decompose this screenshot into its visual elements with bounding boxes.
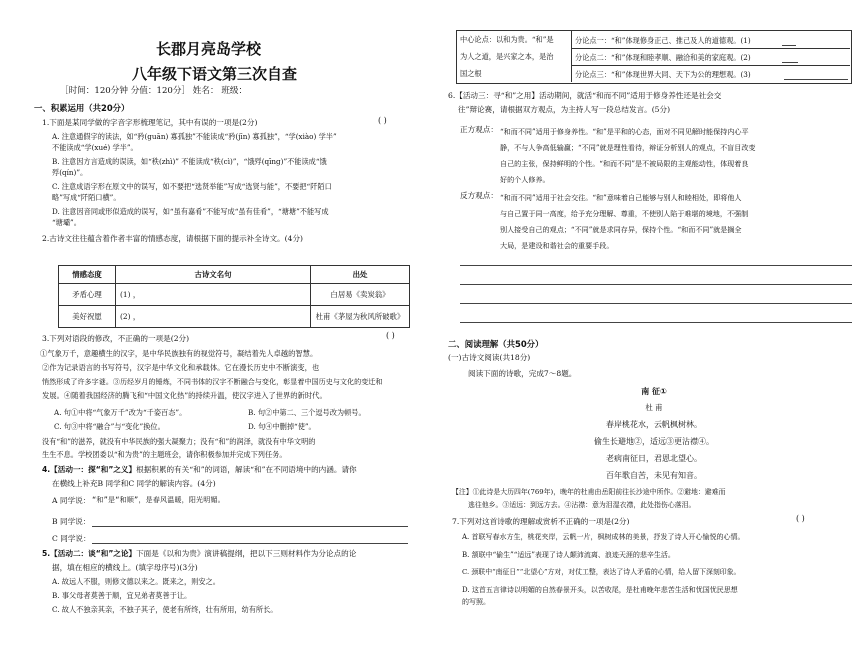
poem-line-3: 老病南征日，君恩北望心。 [606,454,702,463]
section-1-heading: 一、积累运用（共20分） [34,103,130,113]
q2-col-attitude: 情感态度 [59,266,116,284]
q7-option-d-cont: 的写照。 [462,598,490,606]
activity-2-text: 下面是《以和为贵》演讲稿提纲，把以下三则材料作为分论点的论 [136,549,357,558]
poem-author: 杜 甫 [645,403,663,412]
school-name: 长郡月亮岛学校 [156,40,262,58]
q3-option-d: D. 句④中删掉“使”。 [248,422,316,431]
activity-2 [42,548,356,559]
q3-answer-paren[interactable]: ( ) [386,331,395,340]
right-page [430,0,860,648]
q7-option-d: D. 这首五言律诗以明媚的自然春景开头，以苦收尾，是杜甫晚年悲苦生活和忧国忧民思想 [462,586,738,594]
q7-option-b: B. 颔联中“偷生”“适远”表现了诗人颠沛流离、浪迹天涯的悲辛生活。 [462,551,675,559]
q7-option-a: A. 首联写春水方生，桃花夹岸，云帆一片，枫树成林的美景，抒发了诗人开心愉悦的心情。 [462,533,745,541]
q1-option-c-cont: 略”写成“阡陌口横”。 [52,193,121,202]
q1-option-b: B. 注意因方言造成的误读，如“秩(zhì)” 不能读成“秩(cì)”，“饿殍(qīng)”不能读成“饿 [52,157,327,166]
q6-answer-line-2[interactable] [460,284,852,285]
q1-option-b-cont: 殍(qín)”。 [52,168,88,177]
q3-stem: 3.下列对语段的修改，不正确的一项是(2分) [42,334,190,343]
poem-line-2: 偷生长避地②，适远③更沾襟④。 [594,437,714,446]
activity-1-b-line[interactable] [92,526,408,527]
activity-2-title: 5.【活动二：谈“和”之论】 [42,549,137,558]
q6-answer-line-1[interactable] [460,265,852,266]
q2-blank-1[interactable]: (1) ， [116,284,311,306]
table-row [59,306,410,328]
q1-option-c: C. 注意成语字形在原文中的误写，如不要把“选贤举能”写成“选贤与能”，不要把“阡陌口 [52,182,332,191]
activity-1-c-line[interactable] [92,543,408,544]
q3-para-3: 悄然形成了许多字谜。③历经岁月的锤炼，不同书体的汉字不断融合与变化，彰显着中国历史与文化的变迁和 [42,377,383,386]
activity-1 [42,464,357,475]
pro-line-1: “和而不同”适用于修身养性。“和”是平和的心态，面对不同见解时能保持内心平 [500,127,749,136]
q3-para-2: ②作为记录语言的书写符号，汉字是中华文化和承载体。它在漫长历史中不断演变，也 [42,363,320,372]
q7-stem: 7.下列对这首诗歌的理解或赏析不正确的一项是(2分) [452,517,630,526]
theme-intro-2: 生生不息。学校团委以“和为贵”的主题班会，请你积极参加并完成下列任务。 [42,450,287,459]
pro-line-3: 自己的主张，保持鲜明的个性。“和而不同”是不被局限的主观能动性，体现着良 [500,159,749,168]
q3-para-1: ①气象万千，意趣横生的汉字，是中华民族独有的视觉符号，凝结着先人卓越的智慧。 [40,349,318,358]
q1-option-a: A. 注意通假字的读法，如“矜(guān) 寡孤独”不能读成“矜(jīn) 寡孤独”，“学(xiào) 学半” [52,132,337,141]
q2-source-1: 白居易《卖炭翁》 [311,284,410,306]
poem-line-1: 春岸桃花水，云帆枫树林。 [606,420,702,429]
q6-answer-line-3[interactable] [460,303,852,304]
q7-answer-paren[interactable]: ( ) [796,514,805,523]
reading-instruction: 阅读下面的诗歌，完成7～8题。 [468,369,577,378]
q1-answer-paren[interactable]: ( ) [378,116,387,125]
q2-attitude-1: 矛盾心理 [59,284,116,306]
activity-1-title: 4.【活动一：探“和”之义】 [42,465,137,474]
q3-option-a: A. 句①中将“气象万千”改为“千姿百态”。 [54,408,187,417]
q2-table [58,265,410,328]
sub-point-2: 分论点二：“和”体现和睦孝顺、融洽和美的家庭观。(2) [575,53,751,62]
con-line-4: 大局，是建设和谐社会的重要手段。 [500,241,614,250]
poem-title: 南 征① [641,387,667,396]
con-line-1: “和而不同”适用于社会交往。“和”意味着自己能够与别人和睦相处，即将他人 [500,193,742,202]
q1-option-a-cont: 不能读成“学(xué) 学半”。 [52,143,138,152]
center-thesis-3: 国之根 [460,69,482,78]
q3-para-4: 发展。④随着我国经济的腾飞和“中国文化热”的持续升温，使汉字进入了世界的新时代。 [42,391,327,400]
center-thesis-2: 为人之道，是兴家之本，是治 [460,52,554,61]
q3-option-b: B. 句②中第二、三个逗号改为顿号。 [248,408,366,417]
sub-point-3-blank[interactable] [784,79,848,80]
q1-stem: 1.下面是某同学做的字音字形梳理笔记，其中有误的一项是(2分) [42,118,258,127]
activity-2-material-a: A. 故远人不服，则修文德以来之。既来之，则安之。 [52,577,220,586]
poem-note-2: 逃往他乡。③适远：到远方去。④沾襟：意为泪湿衣襟，此处指伤心落泪。 [468,501,696,509]
q2-blank-2[interactable]: (2) ， [116,306,311,328]
sub-point-2-blank[interactable] [782,62,798,63]
q2-stem: 2.古诗文往往蕴含着作者丰富的情感态度，请根据下面的提示补全诗文。(4分) [42,234,303,243]
activity-1-a-label: A 同学说： [52,496,91,505]
sub-point-3: 分论点三：“和”体现世界大同、天下为公的理想观。(3) [575,70,751,79]
outline-row-line-1 [571,48,850,49]
activity-1-text: 根据积累的有关“和”的词语，解读“和”在不同语境中的内涵。请你 [136,465,357,474]
activity-1-text-2: 在横线上补充B 同学和C 同学的解读内容。(4分) [52,479,216,488]
q1-option-d-cont: “塘壩”。 [52,218,81,227]
q3-option-c: C. 句③中将“融合”与“变化”换位。 [54,422,165,431]
exam-title: 八年级下语文第三次自查 [132,65,298,83]
poem-note-1: 【注】①此诗是大历四年(769年)，晚年的杜甫由岳阳前往长沙途中所作。②避地：避难而 [452,488,726,496]
q7-option-c: C. 颈联中“南征日”“北望心”方对，对仗工整，表达了诗人矛盾的心情，给人留下深刻印象。 [462,568,741,576]
sub-section-1: (一)古诗文阅读(共18分) [448,353,531,362]
pro-line-2: 静，不与人争高低输赢；“不同”就是理性看待，辩证分析别人的观点，不盲目改变 [500,143,756,152]
q6-head-1: 6.【活动三：寻“和”之用】活动期间，就活“和而不同”适用于修身养性还是社会交 [448,91,722,100]
q2-col-source: 出处 [311,266,410,284]
exam-info: ［时间：120分钟 分值：120分］ 姓名： 班级： [60,86,248,96]
q2-table-header [59,266,410,284]
q2-col-verse: 古诗文名句 [116,266,311,284]
center-thesis-1: 中心论点：以和为贵。“和”是 [460,35,554,44]
theme-intro-1: 没有“和”的滋养，就没有中华民族的强大凝聚力；没有“和”的润泽，就没有中华文明的 [42,437,316,446]
activity-2-text-2: 据，填在相应的横线上。(填字母序号)(3分) [52,563,198,572]
con-line-3: 别人接受自己的观点；“不同”就是求同存异，保持个性。“和而不同”就是搁全 [500,225,742,234]
con-label: 反方观点： [460,191,498,200]
sub-point-1-blank[interactable] [782,45,796,46]
outline-row-line-2 [571,65,850,66]
poem-line-4: 百年歌自苦，未见有知音。 [606,471,702,480]
con-line-2: 与自己置于同一高度，给予充分理解、尊重，不使别人陷于难堪的境地，不强制 [500,209,749,218]
q6-head-2: 往”辩论赛，请根据双方观点，为主持人写一段总结发言。(5分) [458,105,671,114]
table-row [59,284,410,306]
pro-label: 正方观点： [460,125,498,134]
activity-2-material-c: C. 故人不独亲其亲，不独子其子，使老有所终，壮有所用，幼有所长。 [52,605,278,614]
q1-option-d: D. 注意因音同或形似造成的误写，如“虽有嘉肴”不能写成“虽有佳肴”，“塘塘”不能写成 [52,207,329,216]
outline-divider [571,30,572,82]
activity-2-material-b: B. 事父母者莫善于顺，宜兄弟者莫善于让。 [52,591,192,600]
activity-1-a-answer: “和”是“和顺”，是春风温暖，阳光明媚。 [92,496,225,504]
activity-1-b-label: B 同学说： [52,517,91,526]
section-2-heading: 二、阅读理解（共50分） [448,339,544,349]
q2-source-2: 杜甫《茅屋为秋风所破歌》 [311,306,410,328]
q2-attitude-2: 美好祝愿 [59,306,116,328]
pro-line-4: 好的个人修养。 [500,175,550,184]
sub-point-1: 分论点一：“和”体现修身正己、推己及人的道德观。(1) [575,36,751,45]
q6-answer-line-4[interactable] [460,322,852,323]
activity-1-c-label: C 同学说： [52,534,91,543]
